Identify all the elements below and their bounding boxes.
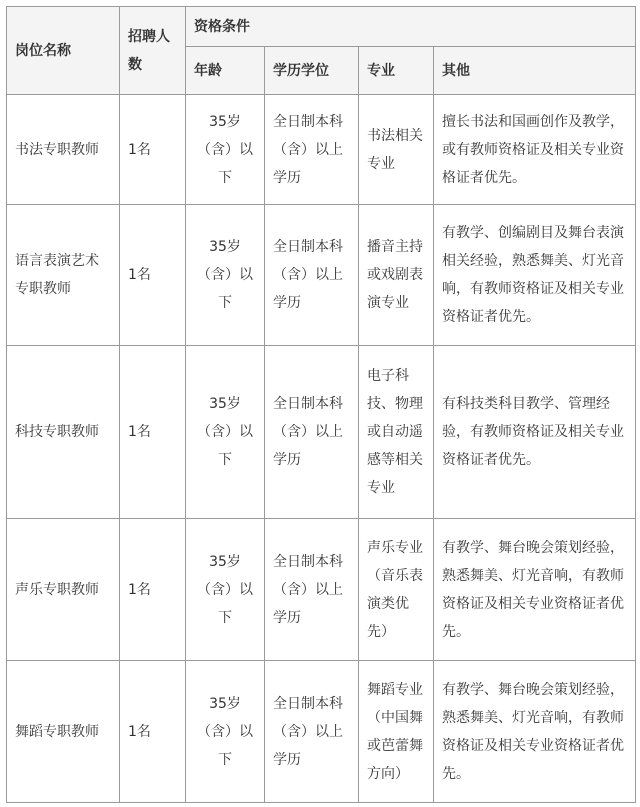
header-row-1 (7, 7, 636, 47)
table-row (7, 346, 636, 519)
header-position: 岗位名称 (7, 7, 120, 95)
cell-age: 35岁（含）以下 (186, 346, 265, 519)
cell-other: 有教学、创编剧目及舞台表演相关经验，熟悉舞美、灯光音响，有教师资格证及相关专业资格证者优先。 (434, 205, 636, 346)
cell-education: 全日制本科（含）以上学历 (265, 661, 359, 803)
cell-education: 全日制本科（含）以上学历 (265, 205, 359, 346)
cell-age: 35岁（含）以下 (186, 519, 265, 661)
table-row (7, 519, 636, 661)
table-row (7, 95, 636, 205)
header-count: 招聘人数 (120, 7, 186, 95)
cell-major: 声乐专业（音乐表演类优先） (359, 519, 434, 661)
cell-age: 35岁（含）以下 (186, 661, 265, 803)
cell-position: 语言表演艺术专职教师 (7, 205, 120, 346)
cell-age: 35岁（含）以下 (186, 95, 265, 205)
cell-education: 全日制本科（含）以上学历 (265, 95, 359, 205)
header-major: 专业 (359, 47, 434, 95)
cell-count: 1名 (120, 95, 186, 205)
cell-count: 1名 (120, 346, 186, 519)
cell-count: 1名 (120, 205, 186, 346)
cell-major: 书法相关专业 (359, 95, 434, 205)
cell-count: 1名 (120, 519, 186, 661)
cell-major: 播音主持或戏剧表演专业 (359, 205, 434, 346)
cell-other: 有科技类科目教学、管理经验，有教师资格证及相关专业资格证者优先。 (434, 346, 636, 519)
cell-education: 全日制本科（含）以上学历 (265, 519, 359, 661)
cell-position: 科技专职教师 (7, 346, 120, 519)
cell-position: 声乐专职教师 (7, 519, 120, 661)
recruitment-table (6, 6, 636, 803)
cell-position: 舞蹈专职教师 (7, 661, 120, 803)
cell-education: 全日制本科（含）以上学历 (265, 346, 359, 519)
cell-other: 有教学、舞台晚会策划经验，熟悉舞美、灯光音响，有教师资格证及相关专业资格证者优先。 (434, 519, 636, 661)
cell-other: 擅长书法和国画创作及教学，或有教师资格证及相关专业资格证者优先。 (434, 95, 636, 205)
cell-major: 电子科技、物理或自动遥感等相关专业 (359, 346, 434, 519)
cell-count: 1名 (120, 661, 186, 803)
header-qualifications: 资格条件 (186, 7, 636, 47)
cell-age: 35岁（含）以下 (186, 205, 265, 346)
cell-position: 书法专职教师 (7, 95, 120, 205)
table-row (7, 661, 636, 803)
cell-major: 舞蹈专业（中国舞或芭蕾舞方向） (359, 661, 434, 803)
cell-other: 有教学、舞台晚会策划经验，熟悉舞美、灯光音响，有教师资格证及相关专业资格证者优先。 (434, 661, 636, 803)
header-other: 其他 (434, 47, 636, 95)
table-row (7, 205, 636, 346)
header-education: 学历学位 (265, 47, 359, 95)
header-age: 年龄 (186, 47, 265, 95)
